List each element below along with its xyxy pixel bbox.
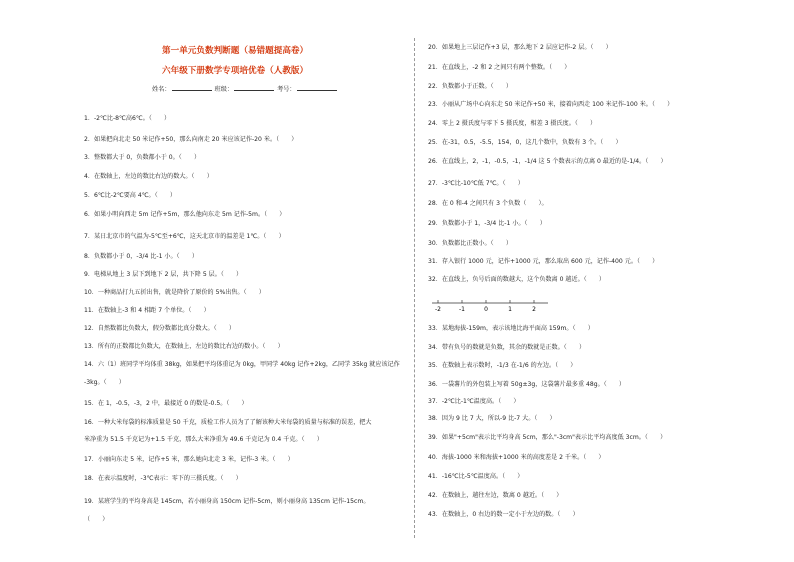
question-item: 13．所有的正数都比负数大，在数轴上，左边的数比右边的数小。（ ） bbox=[84, 343, 284, 350]
question-item: 14．六（1）班同学平均体重 38kg，如果把平均体重记为 0kg，甲同学 40kg 记作+2kg，乙同学 35kg 就应该记作 bbox=[84, 361, 400, 368]
name-field[interactable] bbox=[172, 84, 212, 91]
question-item: 33．某地海拔-159m，表示该地比海平面高 159m。（ ） bbox=[428, 325, 594, 332]
question-item: 7．某日北京市的气温为-5℃至+6℃，这天北京市的温差是 1℃。（ ） bbox=[84, 233, 285, 240]
question-item: 米净重为 51.5 千克记为+1.5 千克，那么大米净重为 49.6 千克记为 0.4 千克。（ ） bbox=[84, 436, 323, 443]
id-field[interactable] bbox=[297, 84, 337, 91]
question-item: 26．在直线上，2，-1，-0.5，-1，-1/4 这 5 个数表示的点离 0 最近的是-1/4。（ ） bbox=[428, 158, 667, 165]
question-item: 43．在数轴上，0 右边的数一定小于左边的数。（ ） bbox=[428, 511, 579, 518]
question-item: 24．零上 2 摄氏度与零下 5 摄氏度，相差 3 摄氏度。（ ） bbox=[428, 120, 597, 127]
number-line-tick-label: 1 bbox=[508, 306, 512, 313]
question-item: 25．在-31，0.5，-5.5，154，0，这几个数中，负数有 3 个。（ ） bbox=[428, 139, 622, 146]
question-item: 22．负数都小于正数。（ ） bbox=[428, 83, 512, 90]
question-item: 4．在数轴上，左边的数比右边的数大。（ ） bbox=[84, 173, 213, 180]
question-item: 34．带有负号的数就是负数，其余的数就是正数。（ ） bbox=[428, 344, 586, 351]
question-item: 17．小丽向东走 5 米，记作+5 米，那么她向北走 3 米，记作-3 米。（ ） bbox=[84, 456, 294, 463]
question-item: 38．因为 9 比 7 大，所以-9 比-7 大。（ ） bbox=[428, 415, 556, 422]
class-field[interactable] bbox=[234, 84, 274, 91]
class-label: 班级： bbox=[214, 86, 234, 93]
page-subtitle: 六年级下册数学专项培优卷（人教版） bbox=[162, 66, 309, 76]
question-item: （ ） bbox=[84, 516, 109, 523]
question-item: 1．-2℃比-8℃高6℃。（ ） bbox=[84, 115, 171, 122]
question-item: -3kg。（ ） bbox=[84, 379, 125, 386]
question-item: 28．在 0 和-4 之间只有 3 个负数（ ）。 bbox=[428, 200, 548, 207]
number-line bbox=[430, 296, 550, 316]
question-item: 2．如果把向北走 50 米记作+50，那么向南走 20 米应该记作-20 米。（ ） bbox=[84, 136, 298, 143]
question-item: 18．在表示温度时，-3℃表示：零下的三摄氏度。（ ） bbox=[84, 475, 242, 482]
question-item: 19．某班学生的平均身高是 145cm，若小丽身高 150cm 记作-5cm，则小丽身高 135cm 记作-15cm。 bbox=[84, 498, 370, 505]
number-line-tick-label: 2 bbox=[532, 306, 536, 313]
question-item: 39．如果"+5cm"表示比平均身高 5cm，那么"-3cm"表示比平均高度低 3cm。（ ） bbox=[428, 434, 667, 441]
question-item: 42．在数轴上，越往左边，数离 0 越近。（ ） bbox=[428, 492, 563, 499]
question-item: 23．小丽从广场中心向东走 50 米记作+50 米，接着向西走 100 米记作-100 米。（ ） bbox=[428, 101, 674, 108]
question-item: 36．一袋薯片的外包装上写着 50g±3g，这袋薯片最多重 48g。（ ） bbox=[428, 381, 626, 388]
student-info-row bbox=[152, 84, 338, 93]
question-item: 8．负数都小于 0，-3/4 比-1 小。（ ） bbox=[84, 253, 198, 260]
question-item: 37．-2℃比-1℃温度高。（ ） bbox=[428, 398, 520, 405]
question-item: 9．电梯从地上 3 层下到地下 2 层，共下降 5 层。（ ） bbox=[84, 271, 243, 278]
question-item: 5．6℃比-2℃要高 4℃。（ ） bbox=[84, 192, 176, 199]
question-item: 12．自然数都比负数大，假分数都比真分数大。（ ） bbox=[84, 325, 235, 332]
question-item: 11．在数轴上-3 和 4 相距 7 个单位。（ ） bbox=[84, 307, 210, 314]
number-line-tick-label: -2 bbox=[435, 306, 441, 313]
question-item: 41．-16℃比-5℃温度高。（ ） bbox=[428, 473, 524, 480]
question-item: 6．如果小明向西走 5m 记作+5m，那么他向东走 5m 记作-5m。（ ） bbox=[84, 211, 286, 218]
question-item: 31．存入银行 1000 元，记作+1000 元，那么取出 600 元，记作-400 元。（ ） bbox=[428, 258, 659, 265]
question-item: 30．负数都比正数小。（ ） bbox=[428, 240, 512, 247]
column-divider bbox=[414, 38, 415, 538]
question-item: 3．整数都大于 0，负数都小于 0。（ ） bbox=[84, 154, 201, 161]
question-item: 40．海拔-1000 米和海拔+1000 米的高度差是 2 千米。（ ） bbox=[428, 454, 605, 461]
question-item: 21．在直线上，-2 和 2 之间只有两个整数。（ ） bbox=[428, 64, 571, 71]
page-title: 第一单元负数判断题（易错题提高卷） bbox=[162, 46, 309, 56]
number-line-tick-label: -1 bbox=[459, 306, 465, 313]
question-item: 15．在 1，-0.5，-3，2 中，最接近 0 的数是-0.5。（ ） bbox=[84, 400, 248, 407]
name-label: 姓名： bbox=[152, 86, 171, 93]
question-item: 20．如果地上三层记作+3 层，那么地下 2 层应记作-2 层。（ ） bbox=[428, 44, 612, 51]
question-item: 16．一种大米每袋的标准质量是 50 千克，质检工作人员为了了解该种大米每袋的质量与标准的误差，把大 bbox=[84, 419, 372, 426]
question-item: 27．-3℃比-10℃低 7℃。（ ） bbox=[428, 180, 524, 187]
number-line-tick-label: 0 bbox=[484, 306, 488, 313]
id-label: 考号： bbox=[277, 86, 296, 93]
question-item: 29．负数都小于 1，-3/4 比-1 小。（ ） bbox=[428, 220, 546, 227]
question-item: 32．在直线上，负号后面的数越大，这个负数离 0 越近。（ ） bbox=[428, 276, 605, 283]
question-item: 35．在数轴上表示数时，-1/3 在-1/6 的左边。（ ） bbox=[428, 362, 577, 369]
question-item: 10．一种商品打九五折出售，就是降价了原价的 5%出售。（ ） bbox=[84, 289, 265, 296]
